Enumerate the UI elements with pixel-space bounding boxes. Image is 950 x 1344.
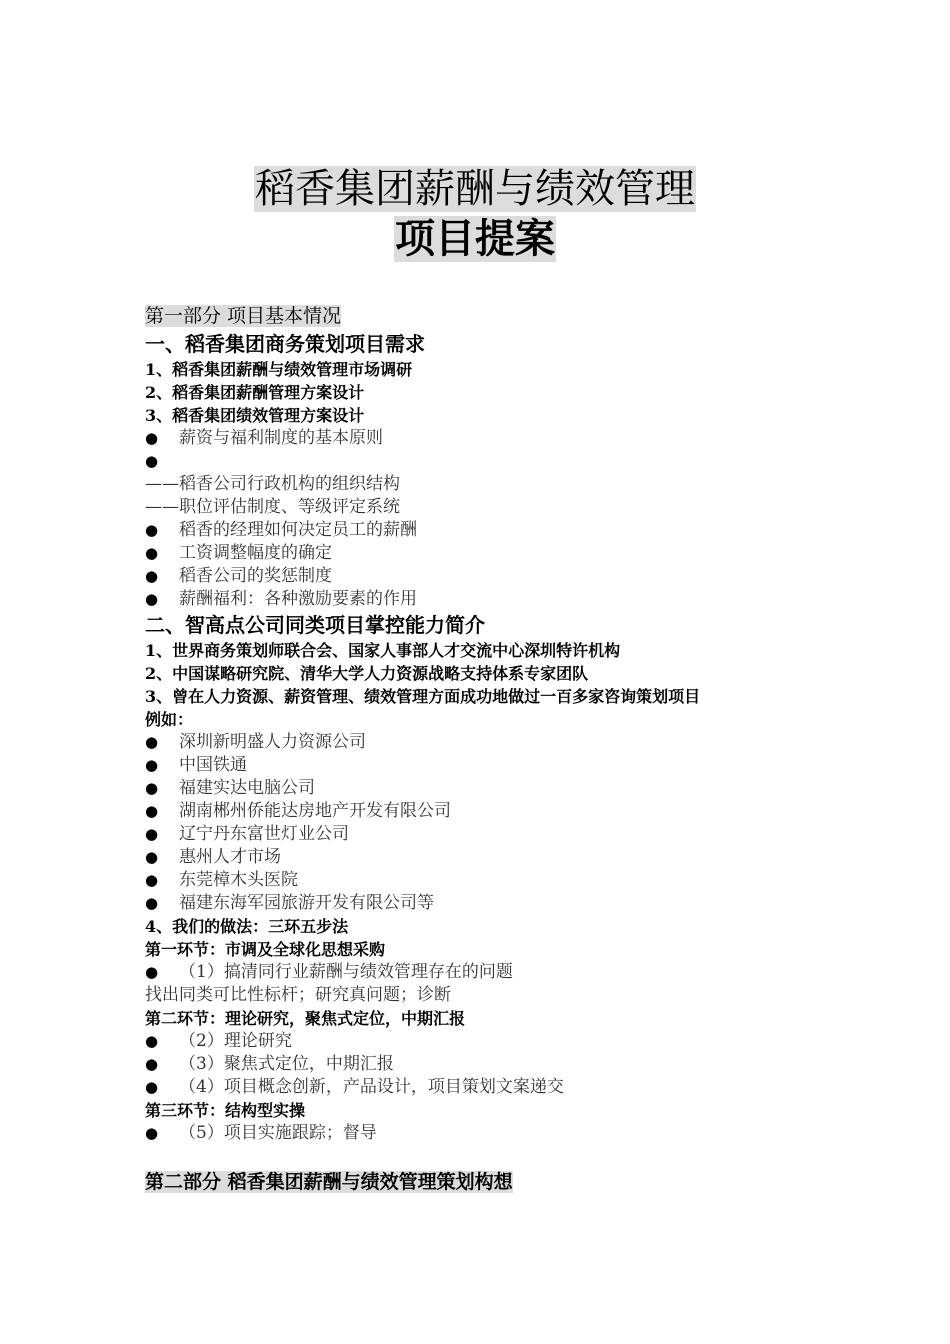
bullet-item: ● 稻香的经理如何决定员工的薪酬 [145, 520, 417, 540]
stage-1-note: 找出同类可比性标杆；研究真问题；诊断 [145, 985, 451, 1005]
section-1-item: 3、稻香集团绩效管理方案设计 [145, 406, 365, 425]
paragraph-gap [145, 1145, 845, 1168]
bullet-icon: ● [145, 429, 159, 447]
section-1-heading: 一、稻香集团商务策划项目需求 [145, 332, 425, 356]
bullet-item: ● 薪酬福利：各种激励要素的作用 [145, 589, 417, 609]
bullet-icon: ● [145, 544, 159, 562]
bullet-icon: ● [145, 1055, 159, 1073]
section-2-item: 2、中国谋略研究院、清华大学人力资源战略支持体系专家团队 [145, 664, 589, 683]
section-2-item: 3、曾在人力资源、薪资管理、绩效管理方面成功地做过一百多家咨询策划项目 [145, 687, 701, 706]
section-2-item: 1、世界商务策划师联合会、国家人事部人才交流中心深圳特许机构 [145, 641, 621, 660]
client-item: ● 中国铁通 [145, 755, 247, 775]
client-item: ● 辽宁丹东富世灯业公司 [145, 824, 349, 844]
dash-item: ——职位评估制度、等级评定系统 [145, 497, 400, 517]
stage-step: ● （3）聚焦式定位，中期汇报 [145, 1054, 394, 1074]
stage-step: ● （4）项目概念创新，产品设计，项目策划文案递交 [145, 1077, 564, 1097]
bullet-icon: ● [145, 756, 159, 774]
client-item: ● 深圳新明盛人力资源公司 [145, 732, 366, 752]
bullet-icon: ● [145, 825, 159, 843]
document-subtitle [0, 216, 950, 262]
client-item: ● 湖南郴州侨能达房地产开发有限公司 [145, 801, 451, 821]
bullet-icon: ● [145, 848, 159, 866]
bullet-icon: ● [145, 963, 159, 981]
title-line-1: 稻香集团薪酬与绩效管理 [255, 166, 695, 212]
stage-step: ● （1）搞清同行业薪酬与绩效管理存在的问题 [145, 962, 513, 982]
stage-3-heading: 第三环节：结构型实操 [145, 1101, 306, 1120]
bullet-icon: ● [145, 1032, 159, 1050]
section-1-item: 2、稻香集团薪酬管理方案设计 [145, 383, 365, 402]
bullet-item-empty [145, 450, 845, 473]
bullet-icon: ● [145, 894, 159, 912]
bullet-icon: ● [145, 521, 159, 539]
example-label: 例如： [145, 710, 194, 729]
bullet-item: ● 稻香公司的奖惩制度 [145, 566, 332, 586]
client-item: ● 东莞樟木头医院 [145, 870, 298, 890]
bullet-icon: ● [145, 733, 159, 751]
stage-step: ● （2）理论研究 [145, 1031, 292, 1051]
bullet-icon: ● [145, 1078, 159, 1096]
bullet-icon: ● [145, 452, 159, 470]
bullet-icon: ● [145, 802, 159, 820]
bullet-icon: ● [145, 567, 159, 585]
title-line-2: 项目提案 [395, 216, 555, 262]
bullet-item: ● 薪资与福利制度的基本原则 [145, 428, 383, 448]
client-item: ● 福建东海军园旅游开发有限公司等 [145, 893, 434, 913]
bullet-icon: ● [145, 779, 159, 797]
part-2-heading: 第二部分 稻香集团薪酬与绩效管理策划构想 [145, 1171, 513, 1193]
client-item: ● 福建实达电脑公司 [145, 778, 315, 798]
bullet-icon: ● [145, 1124, 159, 1142]
document-title [0, 166, 950, 212]
stage-2-heading: 第二环节：理论研究，聚焦式定位，中期汇报 [145, 1009, 466, 1028]
section-2-heading: 二、智高点公司同类项目掌控能力简介 [145, 613, 485, 637]
stage-step: ● （5）项目实施跟踪；督导 [145, 1123, 377, 1143]
section-1-item: 1、稻香集团薪酬与绩效管理市场调研 [145, 360, 413, 379]
dash-item: ——稻香公司行政机构的组织结构 [145, 474, 400, 494]
bullet-icon: ● [145, 871, 159, 889]
stage-1-heading: 第一环节：市调及全球化思想采购 [145, 940, 386, 959]
bullet-icon: ● [145, 590, 159, 608]
method-heading: 4、我们的做法：三环五步法 [145, 917, 349, 936]
part-1-heading: 第一部分 项目基本情况 [145, 305, 342, 327]
document-body [145, 302, 845, 1196]
bullet-item: ● 工资调整幅度的确定 [145, 543, 332, 563]
client-item: ● 惠州人才市场 [145, 847, 281, 867]
